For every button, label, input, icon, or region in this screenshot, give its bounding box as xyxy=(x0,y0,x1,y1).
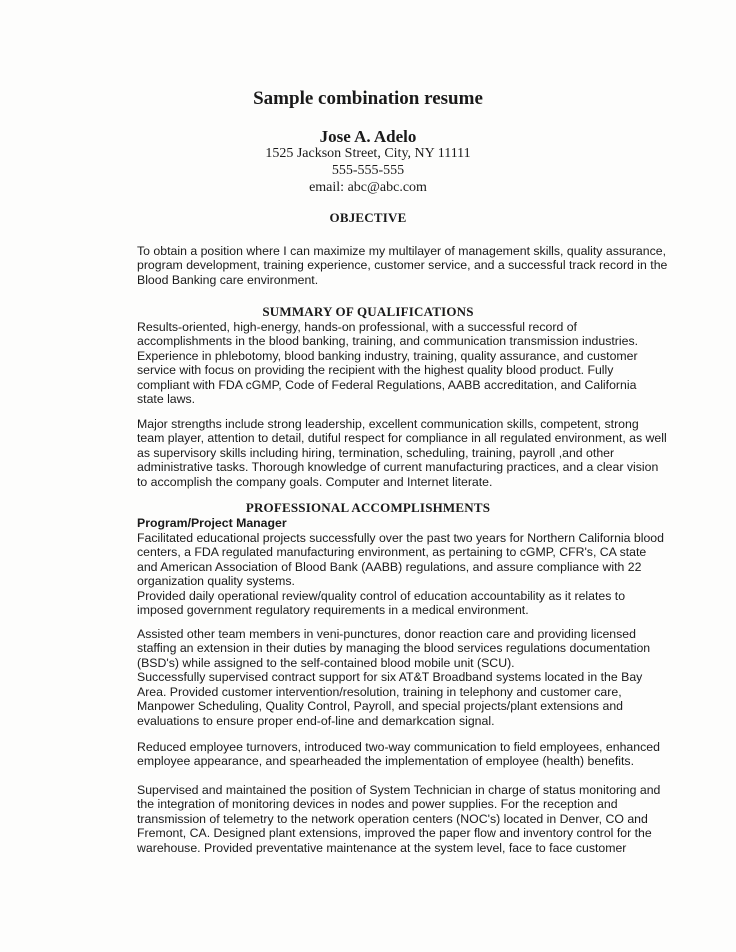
summary-paragraph-2 xyxy=(137,417,667,489)
text-line: administrative tasks. Thorough knowledge of current manufacturing practices, and a clear vision xyxy=(137,460,659,475)
text-line: Manpower Scheduling, Quality Control, Payroll, and special projects/plant extensions and xyxy=(137,699,623,714)
text-line: Results-oriented, high-energy, hands-on professional, with a successful record of xyxy=(137,320,577,334)
text-line: Assisted other team members in veni-punctures, donor reaction care and providing licensed xyxy=(137,627,636,641)
text-line: imposed government regulatory requirements in a medical environment. xyxy=(137,603,529,618)
accomplishments-paragraph-1 xyxy=(137,531,664,618)
accomplishments-paragraph-4 xyxy=(137,783,660,855)
text-line: Provided daily operational review/quality control of education accountability as it relates to xyxy=(137,588,626,603)
contact-block xyxy=(0,146,736,196)
text-line: state laws. xyxy=(137,392,196,407)
text-line: (BSD's) while assigned to the self-contained blood mobile unit (SCU). xyxy=(137,655,515,670)
accomplishments-paragraph-3 xyxy=(137,740,660,769)
address: 1525 Jackson Street, City, NY 11111 xyxy=(265,146,471,161)
text-line: Area. Provided customer intervention/resolution, training in telephony and customer care, xyxy=(137,684,622,699)
phone: 555-555-555 xyxy=(331,162,405,178)
text-line: to accomplish the company goals. Computer and Internet literate. xyxy=(137,474,493,489)
text-line: evaluations to ensure proper end-of-line and demarkcation signal. xyxy=(137,713,495,728)
text-line: organization quality systems. xyxy=(137,574,295,589)
objective-heading: OBJECTIVE xyxy=(329,210,407,225)
text-line: the integration of monitoring devices in nodes and power supplies. For the reception and xyxy=(137,797,618,812)
text-line: Facilitated educational projects successfully over the past two years for Northern California blood xyxy=(137,531,664,545)
text-line: team player, attention to detail, dutiful respect for compliance in all regulated environment, as well xyxy=(137,431,667,446)
role-subheading: Program/Project Manager xyxy=(137,516,287,530)
objective-text xyxy=(137,244,667,287)
text-line: Major strengths include strong leadership, excellent communication skills, competent, strong xyxy=(137,417,639,431)
summary-paragraph-1 xyxy=(137,320,638,407)
text-line: warehouse. Provided preventative maintenance at the system level, face to face customer xyxy=(137,840,627,855)
text-line: To obtain a position where I can maximize my multilayer of management skills, quality assurance, xyxy=(137,244,666,258)
text-line: program development, training experience, customer service, and a successful track record in the xyxy=(137,258,668,273)
text-line: accomplishments in the blood banking, training, and communication transmission industries. xyxy=(137,334,639,349)
document-title: Sample combination resume xyxy=(253,88,483,109)
text-line: Experience in phlebotomy, blood banking industry, training, quality assurance, and customer xyxy=(137,348,638,363)
text-line: service with focus on providing the recipient with the highest quality blood product. Fully xyxy=(137,363,614,378)
text-line: Successfully supervised contract support for six AT&T Broadband systems located in the Bay xyxy=(137,670,643,685)
summary-heading: SUMMARY OF QUALIFICATIONS xyxy=(262,304,474,319)
text-line: staffing an extension in their duties by managing the blood services regulations documentation xyxy=(137,641,651,656)
text-line: compliant with FDA cGMP, Code of Federal Regulations, AABB accreditation, and California xyxy=(137,377,637,392)
text-line: transmission of telemetry to the network operation centers (NOC's) located in Denver, CO and xyxy=(137,811,648,826)
text-line: employee appearance, and spearheaded the implementation of employee (health) benefits. xyxy=(137,754,634,769)
text-line: and American Association of Blood Bank (AABB) regulations, and assure compliance with 22 xyxy=(137,559,642,574)
text-line: Blood Banking care environment. xyxy=(137,272,319,287)
accomplishments-paragraph-2 xyxy=(137,627,650,728)
text-line: as supervisory skills including hiring, termination, scheduling, training, payroll ,and other xyxy=(137,445,615,460)
text-line: centers, a FDA regulated manufacturing environment, as pertaining to cGMP, CFR's, CA state xyxy=(137,545,647,560)
accomplishments-heading: PROFESSIONAL ACCOMPLISHMENTS xyxy=(245,500,491,515)
email: email: abc@abc.com xyxy=(309,179,427,195)
candidate-name: Jose A. Adelo xyxy=(319,127,417,146)
text-line: Supervised and maintained the position of System Technician in charge of status monitoring and xyxy=(137,783,661,797)
text-line: Reduced employee turnovers, introduced two-way communication to field employees, enhanced xyxy=(137,740,660,754)
text-line: Fremont, CA. Designed plant extensions, improved the paper flow and inventory control for the xyxy=(137,826,652,841)
